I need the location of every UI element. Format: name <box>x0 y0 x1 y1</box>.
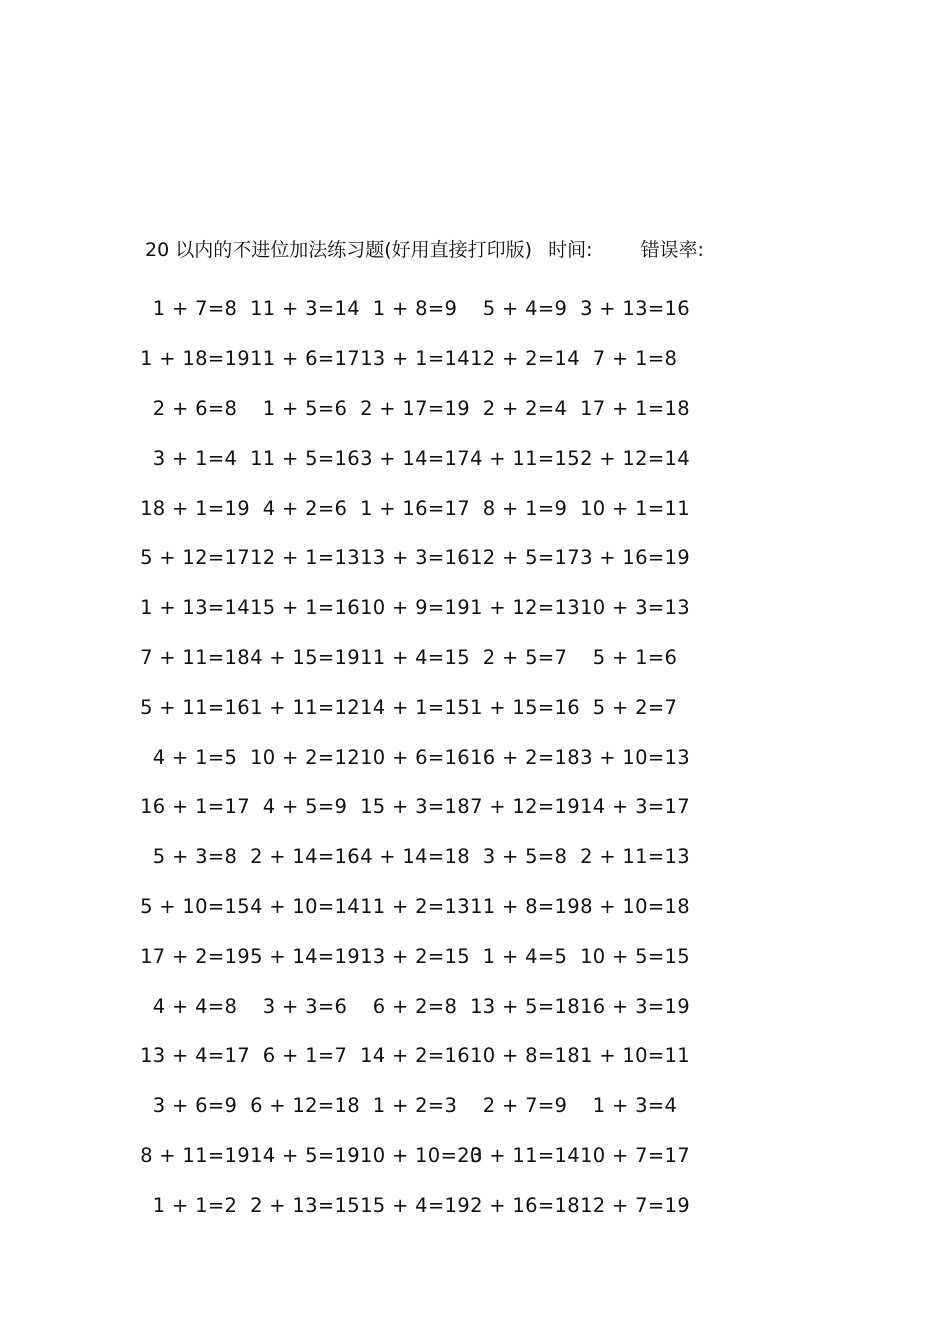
problem-cell: 8 + 11=19 <box>140 1143 250 1167</box>
problem-cell: 16 + 2=18 <box>470 745 580 769</box>
problem-row <box>140 981 720 1031</box>
problem-row <box>140 334 720 384</box>
problem-cell: 12 + 7=19 <box>580 1193 690 1217</box>
problem-cell: 4 + 10=14 <box>250 894 360 918</box>
problem-cell: 11 + 2=13 <box>360 894 470 918</box>
problem-cell: 2 + 11=13 <box>580 845 690 869</box>
problem-cell: 17 + 2=19 <box>140 944 250 968</box>
problem-cell: 13 + 4=17 <box>140 1044 250 1068</box>
problem-cell: 11 + 3=14 <box>250 297 360 321</box>
problem-cell: 6 + 1=7 <box>262 1044 348 1068</box>
problem-cell: 2 + 17=19 <box>360 396 470 420</box>
problem-cell: 5 + 2=7 <box>592 695 678 719</box>
problem-cell: 14 + 3=17 <box>580 795 690 819</box>
problem-cell: 6 + 2=8 <box>372 994 458 1018</box>
problem-cell: 11 + 4=15 <box>360 645 470 669</box>
problem-cell: 1 + 7=8 <box>152 297 238 321</box>
problem-cell: 14 + 2=16 <box>360 1044 470 1068</box>
problem-cell: 13 + 1=14 <box>360 347 470 371</box>
problem-row <box>140 633 720 683</box>
problem-cell: 5 + 10=15 <box>140 894 250 918</box>
problem-cell: 1 + 12=13 <box>470 596 580 620</box>
problem-row <box>140 931 720 981</box>
problem-row <box>140 682 720 732</box>
problem-row <box>140 284 720 334</box>
problem-cell: 10 + 1=11 <box>580 496 690 520</box>
problem-cell: 13 + 5=18 <box>470 994 580 1018</box>
problem-cell: 10 + 3=13 <box>580 596 690 620</box>
problem-cell: 1 + 8=9 <box>372 297 458 321</box>
problem-cell: 15 + 4=19 <box>360 1193 470 1217</box>
problem-cell: 8 + 10=18 <box>580 894 690 918</box>
problem-cell: 11 + 8=19 <box>470 894 580 918</box>
problem-cell: 17 + 1=18 <box>580 396 690 420</box>
problem-cell: 18 + 1=19 <box>140 496 250 520</box>
time-label: 时间: <box>548 239 593 261</box>
problem-cell: 12 + 1=13 <box>250 546 360 570</box>
problem-cell: 2 + 12=14 <box>580 446 690 470</box>
problem-cell: 4 + 14=18 <box>360 845 470 869</box>
problem-cell: 14 + 1=15 <box>360 695 470 719</box>
worksheet-title: 20 以内的不进位加法练习题(好用直接打印版) <box>145 239 533 261</box>
problem-cell: 1 + 2=3 <box>372 1094 458 1118</box>
worksheet-header <box>145 236 704 264</box>
problem-cell: 5 + 14=19 <box>250 944 360 968</box>
problem-row <box>140 1081 720 1131</box>
problem-row <box>140 732 720 782</box>
problem-row <box>140 583 720 633</box>
problem-cell: 1 + 5=6 <box>262 396 348 420</box>
problem-cell: 3 + 1=4 <box>152 446 238 470</box>
error-rate-label: 错误率: <box>640 239 704 261</box>
problem-cell: 1 + 3=4 <box>592 1094 678 1118</box>
problem-cell: 13 + 3=16 <box>360 546 470 570</box>
problem-row <box>140 433 720 483</box>
problem-cell: 10 + 5=15 <box>580 944 690 968</box>
problem-cell: 1 + 4=5 <box>482 944 568 968</box>
problem-cell: 3 + 13=16 <box>580 297 690 321</box>
problem-cell: 3 + 14=17 <box>360 446 470 470</box>
problem-cell: 8 + 1=9 <box>482 496 568 520</box>
problem-cell: 1 + 16=17 <box>360 496 470 520</box>
problem-cell: 1 + 18=19 <box>140 347 250 371</box>
problem-cell: 7 + 11=18 <box>140 645 250 669</box>
problem-cell: 5 + 4=9 <box>482 297 568 321</box>
problem-row <box>140 782 720 832</box>
problem-cell: 2 + 6=8 <box>152 396 238 420</box>
problem-cell: 13 + 2=15 <box>360 944 470 968</box>
problem-cell: 4 + 15=19 <box>250 645 360 669</box>
problem-cell: 3 + 11=14 <box>470 1143 580 1167</box>
problem-cell: 3 + 3=6 <box>262 994 348 1018</box>
problem-row <box>140 1180 720 1230</box>
problem-cell: 14 + 5=19 <box>250 1143 360 1167</box>
problem-grid <box>140 284 720 1230</box>
problem-cell: 7 + 12=19 <box>470 795 580 819</box>
problem-cell: 3 + 10=13 <box>580 745 690 769</box>
problem-cell: 2 + 2=4 <box>482 396 568 420</box>
problem-cell: 3 + 5=8 <box>482 845 568 869</box>
problem-cell: 10 + 8=18 <box>470 1044 580 1068</box>
problem-cell: 5 + 3=8 <box>152 845 238 869</box>
problem-cell: 6 + 12=18 <box>250 1094 360 1118</box>
problem-cell: 2 + 5=7 <box>482 645 568 669</box>
problem-row <box>140 1131 720 1181</box>
problem-row <box>140 384 720 434</box>
problem-cell: 2 + 7=9 <box>482 1094 568 1118</box>
problem-cell: 11 + 6=17 <box>250 347 360 371</box>
problem-cell: 10 + 2=12 <box>250 745 360 769</box>
problem-cell: 4 + 1=5 <box>152 745 238 769</box>
problem-cell: 15 + 3=18 <box>360 795 470 819</box>
problem-cell: 1 + 11=12 <box>250 695 360 719</box>
problem-cell: 10 + 10=20 <box>360 1143 483 1167</box>
problem-cell: 11 + 5=16 <box>250 446 360 470</box>
problem-cell: 3 + 16=19 <box>580 546 690 570</box>
problem-cell: 15 + 1=16 <box>250 596 360 620</box>
problem-row <box>140 533 720 583</box>
problem-cell: 7 + 1=8 <box>592 347 678 371</box>
problem-cell: 16 + 1=17 <box>140 795 250 819</box>
problem-row <box>140 882 720 932</box>
problem-cell: 5 + 12=17 <box>140 546 250 570</box>
problem-cell: 3 + 6=9 <box>152 1094 238 1118</box>
problem-cell: 10 + 7=17 <box>580 1143 690 1167</box>
problem-cell: 5 + 1=6 <box>592 645 678 669</box>
problem-cell: 1 + 1=2 <box>152 1193 238 1217</box>
problem-cell: 10 + 9=19 <box>360 596 470 620</box>
problem-cell: 2 + 14=16 <box>250 845 360 869</box>
problem-cell: 4 + 11=15 <box>470 446 580 470</box>
problem-cell: 12 + 2=14 <box>470 347 580 371</box>
problem-row <box>140 832 720 882</box>
problem-cell: 1 + 15=16 <box>470 695 580 719</box>
problem-cell: 12 + 5=17 <box>470 546 580 570</box>
problem-row <box>140 1031 720 1081</box>
problem-cell: 5 + 11=16 <box>140 695 250 719</box>
problem-cell: 2 + 13=15 <box>250 1193 360 1217</box>
problem-cell: 4 + 2=6 <box>262 496 348 520</box>
problem-cell: 1 + 13=14 <box>140 596 250 620</box>
problem-row <box>140 483 720 533</box>
problem-cell: 16 + 3=19 <box>580 994 690 1018</box>
problem-cell: 10 + 6=16 <box>360 745 470 769</box>
problem-cell: 4 + 5=9 <box>262 795 348 819</box>
problem-cell: 2 + 16=18 <box>470 1193 580 1217</box>
problem-cell: 1 + 10=11 <box>580 1044 690 1068</box>
problem-cell: 4 + 4=8 <box>152 994 238 1018</box>
